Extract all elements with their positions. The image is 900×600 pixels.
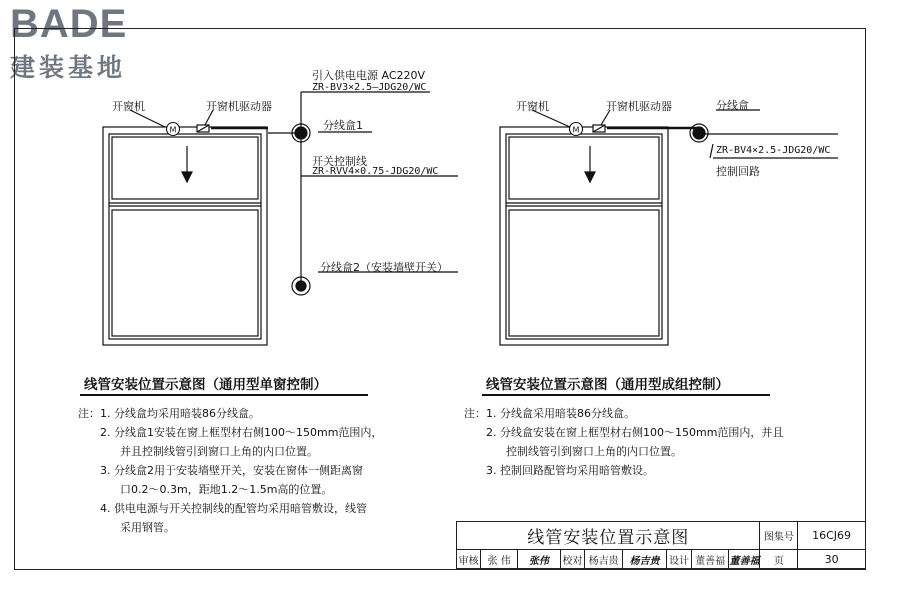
note-right-1: 注：1. 分线盒采用暗装86分线盒。	[464, 407, 635, 420]
left-box1-label: 分线盒1	[323, 119, 363, 132]
note-left-7: 采用钢管。	[120, 521, 175, 534]
right-spec-tick	[710, 144, 713, 158]
review-label: 审核	[457, 550, 481, 569]
left-window-top-sash	[112, 137, 258, 199]
left-switch-line-label: 开关控制线	[312, 155, 367, 168]
designer-signature: 董善福	[729, 550, 760, 569]
right-window-top-sash	[509, 137, 659, 199]
right-window-inner-frame	[506, 134, 662, 339]
logo-subtitle: 建装基地	[10, 53, 127, 82]
left-caption: 线管安装位置示意图（通用型单窗控制）	[84, 377, 327, 393]
atlas-number: 16CJ69	[798, 522, 866, 550]
left-window-bottom-pane	[112, 210, 258, 336]
reviewer-signature: 张伟	[518, 550, 561, 569]
reviewer-name: 张 伟	[481, 550, 518, 569]
left-window-inner-frame	[109, 134, 261, 339]
check-label: 校对	[560, 550, 584, 569]
right-window-outer-frame	[500, 127, 668, 345]
left-power-title: 引入供电电源 AC220V	[312, 69, 426, 82]
left-open-arrow-head	[182, 172, 192, 182]
right-motor-symbol	[570, 123, 583, 136]
right-motor-label: M	[572, 125, 580, 135]
note-left-6: 4. 供电电源与开关控制线的配管均采用暗管敷设，线管	[100, 502, 367, 515]
right-window	[500, 125, 668, 345]
right-junction-box-dot	[693, 127, 705, 139]
note-right-3: 控制线管引到窗口上角的内口位置。	[506, 445, 682, 458]
note-left-1: 注：1. 分线盒均采用暗装86分线盒。	[78, 407, 260, 420]
right-window-bottom-pane	[509, 210, 659, 336]
left-switch-spec: ZR-RVV4×0.75-JDG20/WC	[312, 166, 439, 177]
left-junction-box-2-dot	[296, 281, 306, 291]
right-opener-driver-label: 开窗机驱动器	[606, 100, 672, 113]
left-opener-driver-label: 开窗机驱动器	[206, 100, 272, 113]
right-open-arrow-head	[585, 172, 595, 182]
left-window	[103, 125, 268, 345]
left-box2-label: 分线盒2（安装墙壁开关）	[320, 261, 448, 274]
designer-name: 董善福	[691, 550, 729, 569]
design-label: 设计	[667, 550, 691, 569]
title-block-title: 线管安装位置示意图	[457, 522, 760, 550]
note-left-3: 并且控制线管引到窗口上角的内口位置。	[120, 445, 318, 458]
right-window-opener-label: 开窗机	[516, 100, 549, 113]
checker-signature: 杨吉贵	[622, 550, 666, 569]
page-number: 30	[798, 550, 866, 569]
note-left-2: 2. 分线盒1安装在窗上框型材右侧100～150mm范围内，	[100, 426, 383, 439]
left-caption-underline	[80, 394, 368, 396]
atlas-label: 图集号	[760, 522, 798, 550]
left-power-spec: ZR-BV3×2.5—JDG20/WC	[312, 82, 427, 93]
left-window-opener-label: 开窗机	[112, 100, 145, 113]
logo-brand-text: BADE	[10, 2, 128, 46]
page-label: 页	[760, 550, 798, 569]
left-motor-label: M	[169, 125, 177, 135]
right-spec-label: ZR-BV4×2.5-JDG20/WC	[716, 145, 831, 156]
right-caption: 线管安装位置示意图（通用型成组控制）	[486, 377, 729, 393]
note-right-2: 2. 分线盒安装在窗上框型材右侧100～150mm范围内，并且	[486, 426, 784, 439]
notes-left	[78, 404, 382, 537]
checker-name: 杨吉贵	[585, 550, 623, 569]
left-window-outer-frame	[103, 127, 267, 345]
right-box-label: 分线盒	[716, 99, 749, 112]
left-junction-box-1-dot	[295, 127, 307, 139]
right-control-loop-label: 控制回路	[716, 165, 760, 178]
right-caption-underline	[482, 394, 770, 396]
left-motor-symbol	[167, 123, 180, 136]
title-block	[456, 521, 866, 569]
note-left-5: 口0.2～0.3m，距地1.2～1.5m高的位置。	[120, 483, 333, 496]
notes-right	[464, 404, 783, 480]
note-right-4: 3. 控制回路配管均采用暗管敷设。	[486, 464, 654, 477]
note-left-4: 3. 分线盒2用于安装墙壁开关，安装在窗体一侧距离窗	[100, 464, 363, 477]
